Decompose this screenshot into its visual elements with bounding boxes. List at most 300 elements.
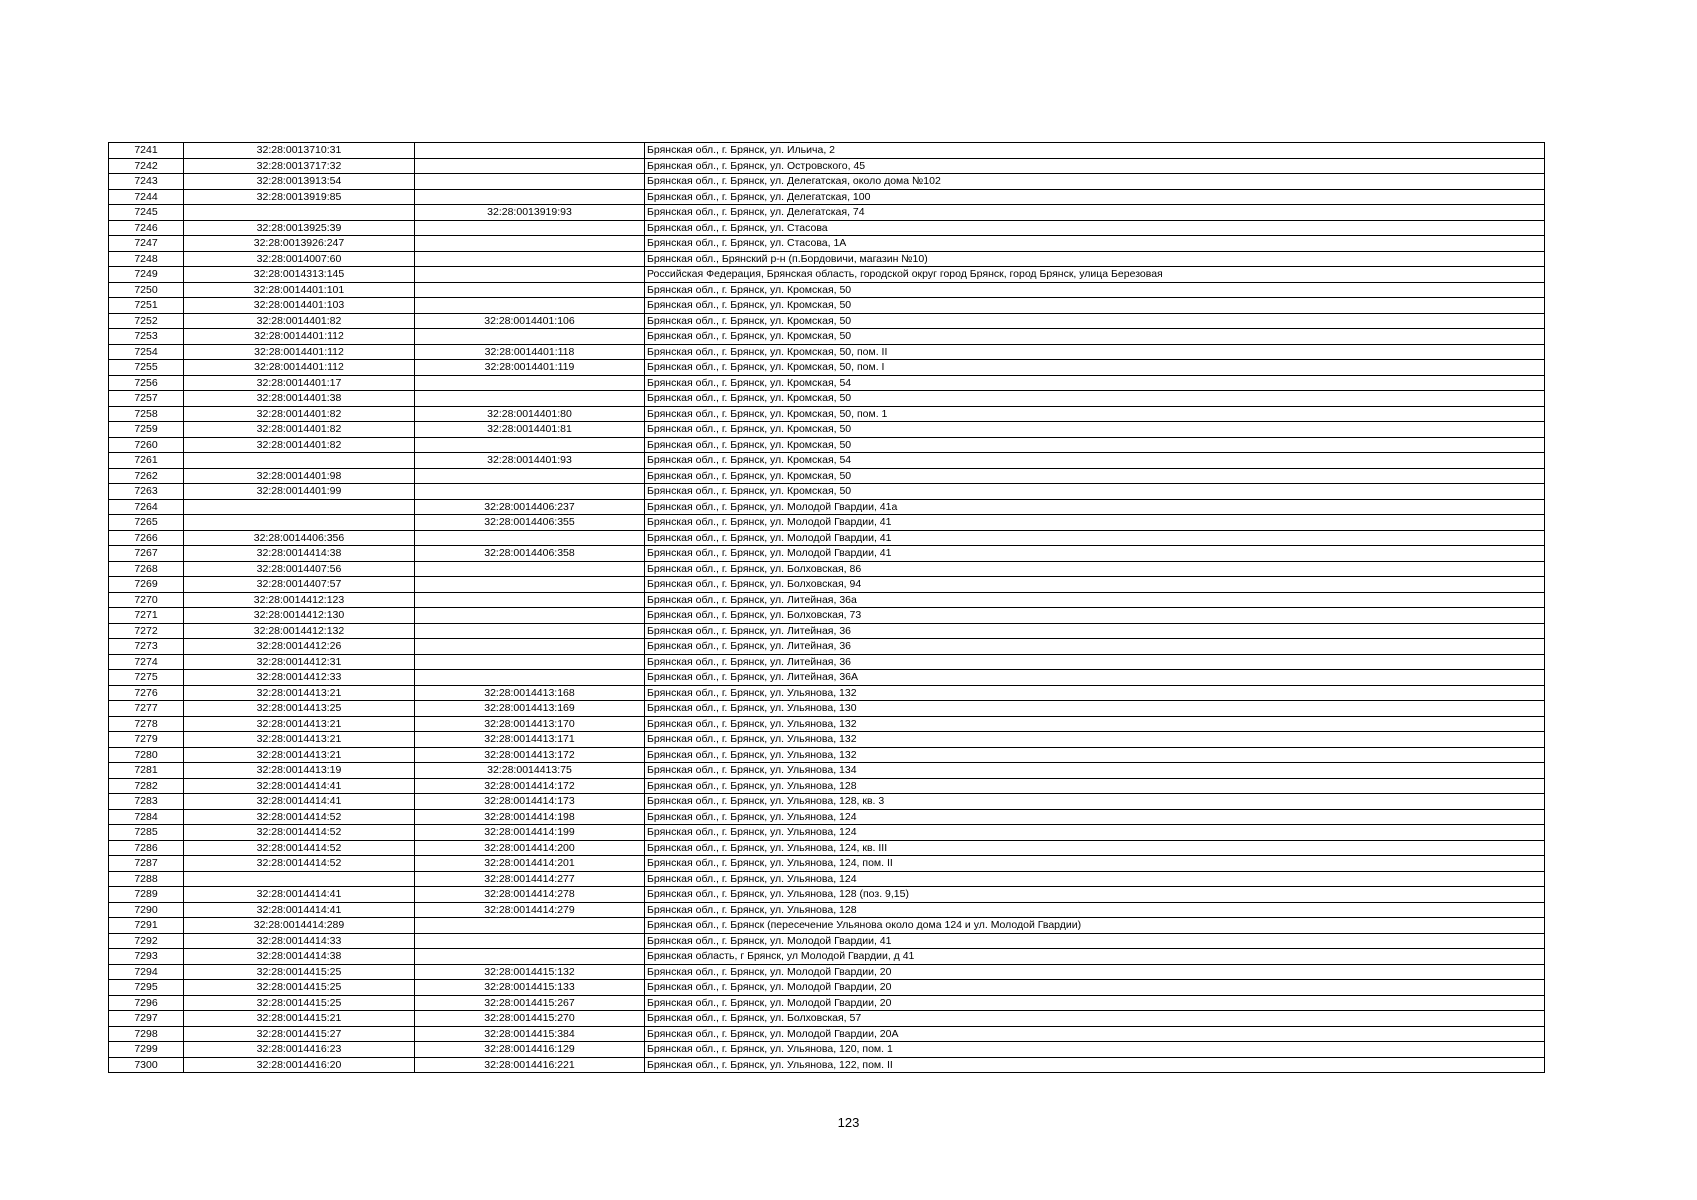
parcel-number-cell: 32:28:0014007:60 (184, 251, 415, 267)
address-cell: Брянская обл., г. Брянск, ул. Стасова (645, 220, 1545, 236)
address-cell: Брянская обл., г. Брянск, ул. Литейная, 36 (645, 654, 1545, 670)
row-number-cell: 7287 (109, 856, 184, 872)
row-number-cell: 7248 (109, 251, 184, 267)
row-number-cell: 7295 (109, 980, 184, 996)
table-row (109, 174, 1545, 190)
object-number-cell: 32:28:0014414:279 (415, 902, 645, 918)
object-number-cell: 32:28:0014414:199 (415, 825, 645, 841)
table-row (109, 484, 1545, 500)
object-number-cell: 32:28:0014406:355 (415, 515, 645, 531)
object-number-cell: 32:28:0014401:93 (415, 453, 645, 469)
object-number-cell (415, 158, 645, 174)
object-number-cell (415, 639, 645, 655)
address-cell: Брянская обл., г. Брянск, ул. Делегатская, около дома №102 (645, 174, 1545, 190)
object-number-cell: 32:28:0013919:93 (415, 205, 645, 221)
object-number-cell: 32:28:0014416:129 (415, 1042, 645, 1058)
address-cell: Брянская обл., г. Брянск, ул. Кромская, 54 (645, 453, 1545, 469)
object-number-cell (415, 174, 645, 190)
row-number-cell: 7259 (109, 422, 184, 438)
table-row (109, 298, 1545, 314)
address-cell: Брянская обл., г. Брянск, ул. Литейная, 36 (645, 639, 1545, 655)
table-row (109, 608, 1545, 624)
row-number-cell: 7282 (109, 778, 184, 794)
parcel-number-cell: 32:28:0014414:52 (184, 840, 415, 856)
parcel-number-cell: 32:28:0014412:33 (184, 670, 415, 686)
object-number-cell (415, 608, 645, 624)
address-cell: Брянская обл., г. Брянск, ул. Болховская, 94 (645, 577, 1545, 593)
address-cell: Брянская обл., г. Брянск, ул. Молодой Гвардии, 41 (645, 530, 1545, 546)
address-cell: Брянская обл., г. Брянск, ул. Кромская, 50 (645, 437, 1545, 453)
parcel-number-cell: 32:28:0013710:31 (184, 143, 415, 159)
parcel-number-cell: 32:28:0014414:41 (184, 778, 415, 794)
object-number-cell (415, 484, 645, 500)
row-number-cell: 7245 (109, 205, 184, 221)
object-number-cell (415, 236, 645, 252)
row-number-cell: 7266 (109, 530, 184, 546)
row-number-cell: 7286 (109, 840, 184, 856)
table-row (109, 933, 1545, 949)
address-cell: Брянская обл., г. Брянск, ул. Кромская, 50 (645, 468, 1545, 484)
object-number-cell: 32:28:0014406:237 (415, 499, 645, 515)
table-row (109, 406, 1545, 422)
row-number-cell: 7242 (109, 158, 184, 174)
object-number-cell: 32:28:0014401:80 (415, 406, 645, 422)
table-row (109, 949, 1545, 965)
table-row (109, 887, 1545, 903)
address-cell: Брянская обл., г. Брянск, ул. Молодой Гвардии, 20 (645, 995, 1545, 1011)
object-number-cell: 32:28:0014401:106 (415, 313, 645, 329)
table-row (109, 546, 1545, 562)
row-number-cell: 7244 (109, 189, 184, 205)
row-number-cell: 7278 (109, 716, 184, 732)
table-row (109, 1026, 1545, 1042)
table-row (109, 158, 1545, 174)
table-row (109, 468, 1545, 484)
table-row (109, 964, 1545, 980)
table-row (109, 809, 1545, 825)
address-cell: Брянская обл., г. Брянск, ул. Ильича, 2 (645, 143, 1545, 159)
object-number-cell (415, 143, 645, 159)
table-row (109, 375, 1545, 391)
row-number-cell: 7258 (109, 406, 184, 422)
table-row (109, 732, 1545, 748)
row-number-cell: 7281 (109, 763, 184, 779)
address-cell: Брянская обл., г. Брянск, ул. Молодой Гвардии, 41 (645, 546, 1545, 562)
address-cell: Брянская обл., г. Брянск, ул. Делегатская, 74 (645, 205, 1545, 221)
object-number-cell: 32:28:0014414:173 (415, 794, 645, 810)
row-number-cell: 7257 (109, 391, 184, 407)
object-number-cell: 32:28:0014415:267 (415, 995, 645, 1011)
object-number-cell: 32:28:0014413:172 (415, 747, 645, 763)
table-row (109, 980, 1545, 996)
address-cell: Брянская обл., г. Брянск, ул. Болховская, 57 (645, 1011, 1545, 1027)
parcel-number-cell: 32:28:0014415:25 (184, 980, 415, 996)
object-number-cell: 32:28:0014416:221 (415, 1057, 645, 1073)
address-cell: Брянская обл., г. Брянск, ул. Ульянова, 132 (645, 685, 1545, 701)
row-number-cell: 7285 (109, 825, 184, 841)
object-number-cell: 32:28:0014406:358 (415, 546, 645, 562)
address-cell: Брянская обл., г. Брянск, ул. Литейная, 36а (645, 592, 1545, 608)
parcel-number-cell: 32:28:0014413:21 (184, 685, 415, 701)
row-number-cell: 7290 (109, 902, 184, 918)
address-cell: Брянская область, г Брянск, ул Молодой Гвардии, д 41 (645, 949, 1545, 965)
table-row (109, 1011, 1545, 1027)
table-row (109, 236, 1545, 252)
row-number-cell: 7261 (109, 453, 184, 469)
table-row (109, 654, 1545, 670)
parcel-number-cell: 32:28:0014414:52 (184, 825, 415, 841)
parcel-number-cell: 32:28:0013717:32 (184, 158, 415, 174)
table-row (109, 670, 1545, 686)
object-number-cell: 32:28:0014415:133 (415, 980, 645, 996)
table-row (109, 995, 1545, 1011)
object-number-cell (415, 530, 645, 546)
parcel-number-cell: 32:28:0014401:99 (184, 484, 415, 500)
address-cell: Брянская обл., г. Брянск, ул. Молодой Гвардии, 41 (645, 933, 1545, 949)
address-cell: Брянская обл., г. Брянск, ул. Ульянова, 128 (поз. 9,15) (645, 887, 1545, 903)
object-number-cell (415, 468, 645, 484)
parcel-number-cell: 32:28:0014413:19 (184, 763, 415, 779)
address-cell: Брянская обл., г. Брянск, ул. Ульянова, 124, пом. II (645, 856, 1545, 872)
address-cell: Брянская обл., г. Брянск, ул. Кромская, 50 (645, 484, 1545, 500)
table-row (109, 205, 1545, 221)
address-cell: Брянская обл., г. Брянск, ул. Молодой Гвардии, 20А (645, 1026, 1545, 1042)
object-number-cell: 32:28:0014401:118 (415, 344, 645, 360)
address-cell: Брянская обл., г. Брянск, ул. Кромская, 50 (645, 391, 1545, 407)
address-cell: Брянская обл., г. Брянск, ул. Молодой Гвардии, 20 (645, 980, 1545, 996)
address-cell: Брянская обл., г. Брянск, ул. Кромская, 50 (645, 329, 1545, 345)
row-number-cell: 7253 (109, 329, 184, 345)
row-number-cell: 7268 (109, 561, 184, 577)
object-number-cell: 32:28:0014413:171 (415, 732, 645, 748)
row-number-cell: 7277 (109, 701, 184, 717)
row-number-cell: 7280 (109, 747, 184, 763)
table-row (109, 778, 1545, 794)
parcel-number-cell: 32:28:0014414:289 (184, 918, 415, 934)
address-cell: Брянская обл., г. Брянск, ул. Кромская, 50, пом. I (645, 360, 1545, 376)
object-number-cell: 32:28:0014414:200 (415, 840, 645, 856)
object-number-cell: 32:28:0014413:169 (415, 701, 645, 717)
table-row (109, 825, 1545, 841)
row-number-cell: 7284 (109, 809, 184, 825)
table-row (109, 391, 1545, 407)
table-row (109, 515, 1545, 531)
table-row (109, 685, 1545, 701)
table-row (109, 856, 1545, 872)
parcel-number-cell: 32:28:0014412:31 (184, 654, 415, 670)
address-cell: Брянская обл., г. Брянск, ул. Кромская, 50 (645, 422, 1545, 438)
row-number-cell: 7292 (109, 933, 184, 949)
row-number-cell: 7252 (109, 313, 184, 329)
address-cell: Брянская обл., г. Брянск, ул. Ульянова, 132 (645, 716, 1545, 732)
row-number-cell: 7243 (109, 174, 184, 190)
parcel-number-cell: 32:28:0013913:54 (184, 174, 415, 190)
page-number: 123 (837, 1115, 860, 1130)
parcel-number-cell: 32:28:0014401:82 (184, 422, 415, 438)
row-number-cell: 7275 (109, 670, 184, 686)
parcel-number-cell: 32:28:0014413:21 (184, 747, 415, 763)
parcel-number-cell: 32:28:0014414:52 (184, 809, 415, 825)
row-number-cell: 7296 (109, 995, 184, 1011)
parcel-number-cell: 32:28:0014412:130 (184, 608, 415, 624)
address-cell: Брянская обл., г. Брянск, ул. Ульянова, 124, кв. III (645, 840, 1545, 856)
table-row (109, 1042, 1545, 1058)
parcel-number-cell: 32:28:0013919:85 (184, 189, 415, 205)
parcel-number-cell: 32:28:0014401:82 (184, 406, 415, 422)
parcel-number-cell: 32:28:0014416:23 (184, 1042, 415, 1058)
object-number-cell (415, 561, 645, 577)
row-number-cell: 7265 (109, 515, 184, 531)
address-cell: Брянская обл., г. Брянск, ул. Кромская, 50, пом. II (645, 344, 1545, 360)
row-number-cell: 7269 (109, 577, 184, 593)
object-number-cell (415, 375, 645, 391)
object-number-cell: 32:28:0014415:270 (415, 1011, 645, 1027)
table-row (109, 344, 1545, 360)
table-row (109, 267, 1545, 283)
object-number-cell (415, 949, 645, 965)
parcel-number-cell: 32:28:0014401:82 (184, 313, 415, 329)
object-number-cell: 32:28:0014414:277 (415, 871, 645, 887)
row-number-cell: 7256 (109, 375, 184, 391)
row-number-cell: 7260 (109, 437, 184, 453)
object-number-cell: 32:28:0014414:278 (415, 887, 645, 903)
object-number-cell (415, 918, 645, 934)
parcel-number-cell: 32:28:0014412:132 (184, 623, 415, 639)
address-cell: Брянская обл., г. Брянск, ул. Ульянова, 122, пом. II (645, 1057, 1545, 1073)
object-number-cell (415, 623, 645, 639)
address-cell: Брянская обл., г. Брянск, ул. Ульянова, 132 (645, 747, 1545, 763)
row-number-cell: 7263 (109, 484, 184, 500)
table-row (109, 918, 1545, 934)
address-cell: Брянская обл., г. Брянск, ул. Ульянова, 124 (645, 825, 1545, 841)
table-row (109, 577, 1545, 593)
object-number-cell (415, 437, 645, 453)
object-number-cell: 32:28:0014401:119 (415, 360, 645, 376)
parcel-number-cell: 32:28:0014415:27 (184, 1026, 415, 1042)
object-number-cell: 32:28:0014413:75 (415, 763, 645, 779)
parcel-number-cell: 32:28:0014414:38 (184, 949, 415, 965)
parcel-number-cell: 32:28:0014401:103 (184, 298, 415, 314)
table-row (109, 840, 1545, 856)
address-cell: Брянская обл., г. Брянск, ул. Кромская, 54 (645, 375, 1545, 391)
address-cell: Брянская обл., г. Брянск, ул. Болховская, 86 (645, 561, 1545, 577)
object-number-cell: 32:28:0014414:172 (415, 778, 645, 794)
object-number-cell (415, 251, 645, 267)
address-cell: Брянская обл., Брянский р-н (п.Бордовичи, магазин №10) (645, 251, 1545, 267)
address-cell: Брянская обл., г. Брянск, ул. Островского, 45 (645, 158, 1545, 174)
table-row (109, 251, 1545, 267)
parcel-number-cell: 32:28:0014401:112 (184, 344, 415, 360)
address-cell: Брянская обл., г. Брянск, ул. Стасова, 1А (645, 236, 1545, 252)
address-cell: Брянская обл., г. Брянск, ул. Ульянова, 130 (645, 701, 1545, 717)
object-number-cell (415, 282, 645, 298)
row-number-cell: 7283 (109, 794, 184, 810)
parcel-number-cell: 32:28:0014401:17 (184, 375, 415, 391)
table-row (109, 422, 1545, 438)
address-cell: Брянская обл., г. Брянск, ул. Ульянова, 124 (645, 809, 1545, 825)
row-number-cell: 7298 (109, 1026, 184, 1042)
row-number-cell: 7255 (109, 360, 184, 376)
parcel-number-cell (184, 499, 415, 515)
object-number-cell (415, 592, 645, 608)
parcel-number-cell: 32:28:0014401:101 (184, 282, 415, 298)
address-cell: Брянская обл., г. Брянск, ул. Ульянова, 124 (645, 871, 1545, 887)
table-row (109, 453, 1545, 469)
address-cell: Брянская обл., г. Брянск, ул. Кромская, 50 (645, 313, 1545, 329)
address-cell: Российская Федерация, Брянская область, городской округ город Брянск, город Брянск, улица Березовая (645, 267, 1545, 283)
address-cell: Брянская обл., г. Брянск, ул. Молодой Гвардии, 41 (645, 515, 1545, 531)
table-row (109, 313, 1545, 329)
object-number-cell: 32:28:0014414:201 (415, 856, 645, 872)
parcel-number-cell: 32:28:0014413:25 (184, 701, 415, 717)
object-number-cell: 32:28:0014414:198 (415, 809, 645, 825)
parcel-number-cell: 32:28:0014415:25 (184, 964, 415, 980)
parcel-number-cell (184, 515, 415, 531)
parcel-number-cell: 32:28:0014413:21 (184, 716, 415, 732)
table-row (109, 623, 1545, 639)
table-row (109, 701, 1545, 717)
address-cell: Брянская обл., г. Брянск, ул. Молодой Гвардии, 41а (645, 499, 1545, 515)
table-row (109, 143, 1545, 159)
object-number-cell (415, 577, 645, 593)
address-cell: Брянская обл., г. Брянск, ул. Ульянова, 128, кв. 3 (645, 794, 1545, 810)
row-number-cell: 7267 (109, 546, 184, 562)
registry-table (108, 142, 1545, 1073)
table-row (109, 499, 1545, 515)
object-number-cell: 32:28:0014415:132 (415, 964, 645, 980)
object-number-cell: 32:28:0014413:170 (415, 716, 645, 732)
row-number-cell: 7288 (109, 871, 184, 887)
row-number-cell: 7299 (109, 1042, 184, 1058)
table-row (109, 747, 1545, 763)
object-number-cell: 32:28:0014401:81 (415, 422, 645, 438)
object-number-cell (415, 933, 645, 949)
address-cell: Брянская обл., г. Брянск (пересечение Ульянова около дома 124 и ул. Молодой Гвардии) (645, 918, 1545, 934)
table-row (109, 530, 1545, 546)
parcel-number-cell: 32:28:0013925:39 (184, 220, 415, 236)
table-row (109, 437, 1545, 453)
object-number-cell (415, 391, 645, 407)
table-row (109, 1057, 1545, 1073)
parcel-number-cell: 32:28:0014401:82 (184, 437, 415, 453)
row-number-cell: 7274 (109, 654, 184, 670)
table-row (109, 763, 1545, 779)
address-cell: Брянская обл., г. Брянск, ул. Кромская, 50, пом. 1 (645, 406, 1545, 422)
object-number-cell (415, 267, 645, 283)
object-number-cell (415, 189, 645, 205)
parcel-number-cell (184, 871, 415, 887)
row-number-cell: 7289 (109, 887, 184, 903)
row-number-cell: 7273 (109, 639, 184, 655)
parcel-number-cell: 32:28:0014401:112 (184, 360, 415, 376)
parcel-number-cell: 32:28:0014407:57 (184, 577, 415, 593)
parcel-number-cell (184, 453, 415, 469)
parcel-number-cell: 32:28:0014412:123 (184, 592, 415, 608)
object-number-cell (415, 298, 645, 314)
parcel-number-cell: 32:28:0014415:25 (184, 995, 415, 1011)
table-row (109, 561, 1545, 577)
parcel-number-cell: 32:28:0014415:21 (184, 1011, 415, 1027)
row-number-cell: 7294 (109, 964, 184, 980)
row-number-cell: 7270 (109, 592, 184, 608)
row-number-cell: 7276 (109, 685, 184, 701)
parcel-number-cell: 32:28:0014414:41 (184, 887, 415, 903)
row-number-cell: 7247 (109, 236, 184, 252)
parcel-number-cell: 32:28:0014412:26 (184, 639, 415, 655)
row-number-cell: 7262 (109, 468, 184, 484)
parcel-number-cell: 32:28:0014414:41 (184, 902, 415, 918)
table-row (109, 220, 1545, 236)
row-number-cell: 7246 (109, 220, 184, 236)
address-cell: Брянская обл., г. Брянск, ул. Литейная, 36А (645, 670, 1545, 686)
object-number-cell: 32:28:0014413:168 (415, 685, 645, 701)
object-number-cell (415, 670, 645, 686)
row-number-cell: 7251 (109, 298, 184, 314)
address-cell: Брянская обл., г. Брянск, ул. Ульянова, 128 (645, 778, 1545, 794)
address-cell: Брянская обл., г. Брянск, ул. Болховская, 73 (645, 608, 1545, 624)
parcel-number-cell: 32:28:0013926:247 (184, 236, 415, 252)
parcel-number-cell: 32:28:0014406:356 (184, 530, 415, 546)
address-cell: Брянская обл., г. Брянск, ул. Ульянова, 120, пом. 1 (645, 1042, 1545, 1058)
table-row (109, 871, 1545, 887)
table-row (109, 329, 1545, 345)
object-number-cell (415, 220, 645, 236)
parcel-number-cell: 32:28:0014414:41 (184, 794, 415, 810)
parcel-number-cell (184, 205, 415, 221)
table-row (109, 282, 1545, 298)
address-cell: Брянская обл., г. Брянск, ул. Ульянова, 128 (645, 902, 1545, 918)
address-cell: Брянская обл., г. Брянск, ул. Ульянова, 134 (645, 763, 1545, 779)
address-cell: Брянская обл., г. Брянск, ул. Ульянова, 132 (645, 732, 1545, 748)
address-cell: Брянская обл., г. Брянск, ул. Молодой Гвардии, 20 (645, 964, 1545, 980)
address-cell: Брянская обл., г. Брянск, ул. Делегатская, 100 (645, 189, 1545, 205)
parcel-number-cell: 32:28:0014414:33 (184, 933, 415, 949)
row-number-cell: 7297 (109, 1011, 184, 1027)
table-row (109, 639, 1545, 655)
row-number-cell: 7241 (109, 143, 184, 159)
registry-table-body (109, 143, 1545, 1073)
row-number-cell: 7279 (109, 732, 184, 748)
parcel-number-cell: 32:28:0014401:38 (184, 391, 415, 407)
parcel-number-cell: 32:28:0014401:98 (184, 468, 415, 484)
parcel-number-cell: 32:28:0014407:56 (184, 561, 415, 577)
object-number-cell: 32:28:0014415:384 (415, 1026, 645, 1042)
row-number-cell: 7249 (109, 267, 184, 283)
row-number-cell: 7293 (109, 949, 184, 965)
table-row (109, 902, 1545, 918)
parcel-number-cell: 32:28:0014414:38 (184, 546, 415, 562)
table-row (109, 592, 1545, 608)
table-row (109, 794, 1545, 810)
address-cell: Брянская обл., г. Брянск, ул. Кромская, 50 (645, 282, 1545, 298)
parcel-number-cell: 32:28:0014413:21 (184, 732, 415, 748)
row-number-cell: 7291 (109, 918, 184, 934)
parcel-number-cell: 32:28:0014416:20 (184, 1057, 415, 1073)
table-row (109, 189, 1545, 205)
row-number-cell: 7300 (109, 1057, 184, 1073)
table-row (109, 716, 1545, 732)
row-number-cell: 7264 (109, 499, 184, 515)
row-number-cell: 7271 (109, 608, 184, 624)
row-number-cell: 7250 (109, 282, 184, 298)
row-number-cell: 7254 (109, 344, 184, 360)
object-number-cell (415, 329, 645, 345)
address-cell: Брянская обл., г. Брянск, ул. Кромская, 50 (645, 298, 1545, 314)
parcel-number-cell: 32:28:0014313:145 (184, 267, 415, 283)
object-number-cell (415, 654, 645, 670)
table-row (109, 360, 1545, 376)
address-cell: Брянская обл., г. Брянск, ул. Литейная, 36 (645, 623, 1545, 639)
